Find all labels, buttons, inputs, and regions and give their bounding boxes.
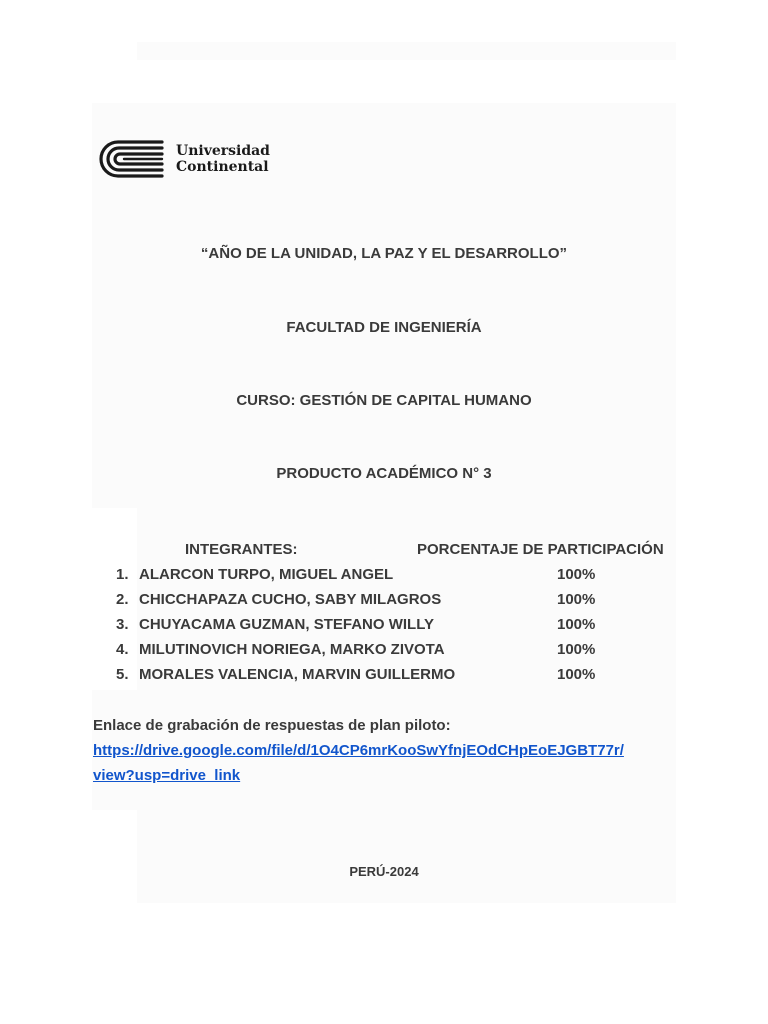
table-row — [116, 616, 676, 641]
row-number: 1. — [116, 566, 129, 583]
product-title: PRODUCTO ACADÉMICO N° 3 — [276, 465, 492, 482]
course-title: CURSO: GESTIÓN DE CAPITAL HUMANO — [236, 392, 532, 409]
table-row — [116, 666, 676, 691]
university-logo-icon — [98, 139, 164, 179]
motto: “AÑO DE LA UNIDAD, LA PAZ Y EL DESARROLLO” — [200, 245, 568, 262]
table-row — [116, 591, 676, 616]
member-name: MILUTINOVICH NORIEGA, MARKO ZIVOTA — [139, 641, 445, 658]
row-number: 2. — [116, 591, 129, 608]
member-name: ALARCON TURPO, MIGUEL ANGEL — [139, 566, 394, 583]
participation-value: 100% — [557, 666, 596, 683]
participation-column-header: PORCENTAJE DE PARTICIPACIÓN — [417, 541, 664, 558]
faculty-title: FACULTAD DE INGENIERÍA — [286, 319, 482, 336]
participation-value: 100% — [557, 566, 596, 583]
university-logo — [98, 138, 270, 180]
participation-value: 100% — [557, 591, 596, 608]
table-row — [116, 566, 676, 591]
row-number: 3. — [116, 616, 129, 633]
participation-value: 100% — [557, 641, 596, 658]
members-column-header: INTEGRANTES: — [185, 541, 298, 558]
recording-link-label: Enlace de grabación de respuestas de plan piloto: — [93, 717, 451, 734]
member-name: MORALES VALENCIA, MARVIN GUILLERMO — [139, 666, 456, 683]
recording-link-continuation[interactable]: view?usp=drive_link — [93, 767, 241, 784]
participation-value: 100% — [557, 616, 596, 633]
university-logo-text — [176, 143, 270, 175]
member-name: CHICCHAPAZA CUCHO, SABY MILAGROS — [139, 591, 442, 608]
logo-line-2: Continental — [176, 159, 269, 175]
table-row — [116, 641, 676, 666]
row-number: 4. — [116, 641, 129, 658]
logo-line-1: Universidad — [176, 143, 270, 159]
footer-location-year: PERÚ-2024 — [349, 864, 419, 879]
member-name: CHUYACAMA GUZMAN, STEFANO WILLY — [139, 616, 435, 633]
row-number: 5. — [116, 666, 129, 683]
page-background-strip — [137, 42, 676, 60]
recording-link[interactable]: https://drive.google.com/file/d/1O4CP6mrKooSwYfnjEOdCHpEoEJGBT77r/ — [93, 742, 624, 759]
